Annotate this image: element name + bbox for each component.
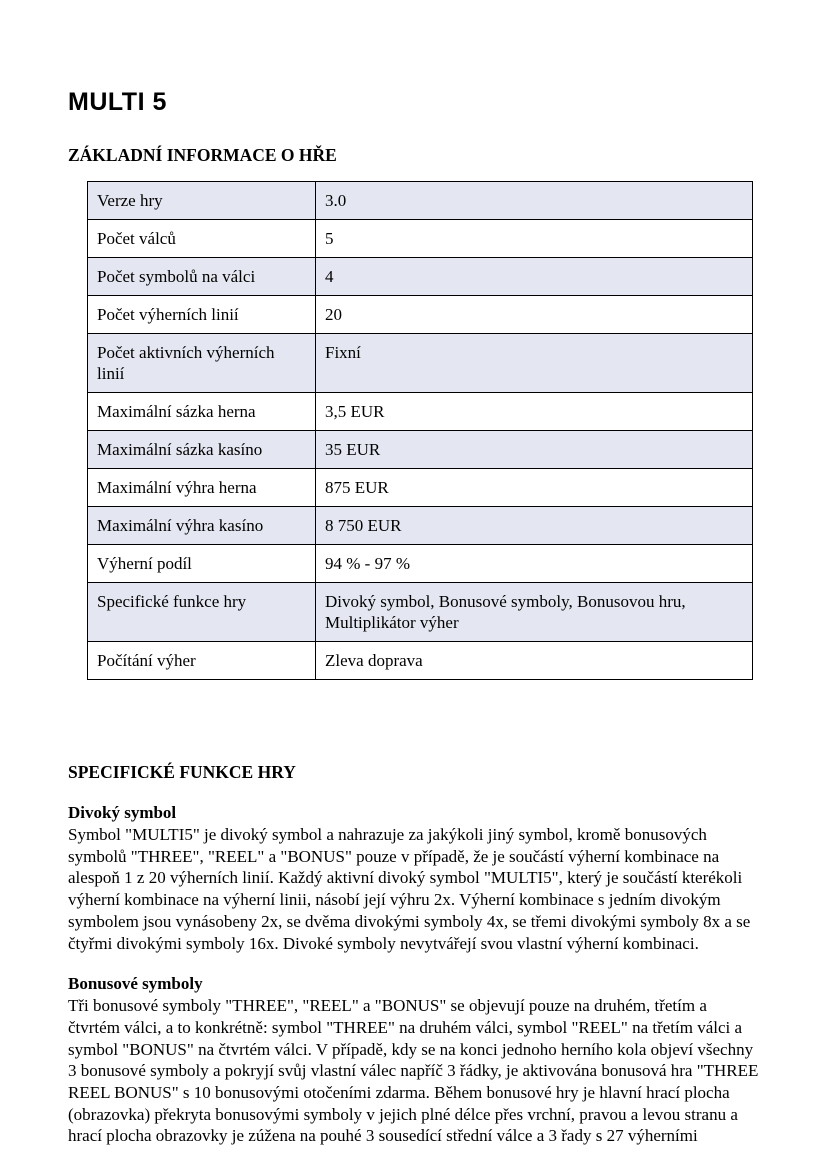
table-row [88, 220, 753, 258]
subsection-heading: Divoký symbol [68, 803, 177, 822]
row-label-cell: Počítání výher [88, 642, 316, 680]
table-row [88, 583, 753, 642]
row-value-cell: 8 750 EUR [316, 507, 753, 545]
row-label-cell: Počet aktivních výherních linií [88, 334, 316, 393]
table-row [88, 507, 753, 545]
table-row [88, 469, 753, 507]
table-row [88, 296, 753, 334]
subsection-heading: Bonusové symboly [68, 974, 203, 994]
table-row [88, 642, 753, 680]
row-value-cell: Fixní [316, 334, 753, 393]
row-label-cell: Specifické funkce hry [88, 583, 316, 642]
row-label-cell: Verze hry [88, 182, 316, 220]
table-row [88, 393, 753, 431]
paragraph: Tři bonusové symboly "THREE", "REEL" a "BONUS" se objevují pouze na druhém, třetím a čtvrtém válci, a to konkrétně: symbol "THREE" na druhém válci, symbol "REEL" na třetím válci a symbol "BONUS" na čtvrtém válci. V případě, kdy se na konci jednoho herního kola objeví všechny 3 bonusové symboly a pokryjí svůj vlastní válec napříč 3 řádky, je aktivována bonusová hra "THREE REEL BONUS" s 10 bonusovými otočeními zdarma. Během bonusové hry je hlavní hrací plocha (obrazovka) překryta bonusovými symboly v jejich plné délce přes vrchní, pravou a levou stranu a hrací plocha obrazovky je zúžena na pouhé 3 sousedící střední válce a 3 řady s 27 výherními [68, 996, 759, 1146]
game-info-table-body [88, 182, 753, 680]
subsection-bonus-symbols [68, 973, 758, 1147]
row-value-cell: Divoký symbol, Bonusové symboly, Bonusovou hru, Multiplikátor výher [316, 583, 753, 642]
row-label-cell: Počet válců [88, 220, 316, 258]
section-heading-basic-info: ZÁKLADNÍ INFORMACE O HŘE [68, 145, 337, 165]
row-label-cell: Maximální výhra herna [88, 469, 316, 507]
page-title: MULTI 5 [68, 88, 167, 116]
row-label-cell: Výherní podíl [88, 545, 316, 583]
row-value-cell: 3,5 EUR [316, 393, 753, 431]
section-heading-specific-functions: SPECIFICKÉ FUNKCE HRY [68, 762, 296, 782]
paragraph: Symbol "MULTI5" je divoký symbol a nahrazuje za jakýkoli jiný symbol, kromě bonusových symbolů "THREE", "REEL" a "BONUS" pouze v případě, že je součástí výherní kombinace na alespoň 1 z 20 výherních linií. Každý aktivní divoký symbol "MULTI5", který je součástí kterékoli výherní kombinace na výherní linii, násobí její výhru 2x. Výherní kombinace s jedním divokým symbolem jsou vynásobeny 2x, se dvěma divokými symboly 4x, se třemi divokými symboly 8x a se čtyřmi divokými symboly 16x. Divoké symboly nevytvářejí svou vlastní výherní kombinaci. [68, 825, 751, 953]
row-value-cell: 94 % - 97 % [316, 545, 753, 583]
table-row [88, 182, 753, 220]
row-value-cell: 5 [316, 220, 753, 258]
row-label-cell: Maximální sázka herna [88, 393, 316, 431]
row-label-cell: Počet výherních linií [88, 296, 316, 334]
row-label-cell: Počet symbolů na válci [88, 258, 316, 296]
table-row [88, 258, 753, 296]
row-label-cell: Maximální výhra kasíno [88, 507, 316, 545]
section-spacer [68, 680, 758, 762]
subsection-wild-symbol [68, 802, 758, 954]
row-value-cell: 4 [316, 258, 753, 296]
row-value-cell: 35 EUR [316, 431, 753, 469]
row-value-cell: 3.0 [316, 182, 753, 220]
game-info-table [87, 181, 753, 680]
table-row [88, 431, 753, 469]
table-row [88, 545, 753, 583]
row-value-cell: Zleva doprava [316, 642, 753, 680]
row-label-cell: Maximální sázka kasíno [88, 431, 316, 469]
row-value-cell: 875 EUR [316, 469, 753, 507]
table-row [88, 334, 753, 393]
row-value-cell: 20 [316, 296, 753, 334]
